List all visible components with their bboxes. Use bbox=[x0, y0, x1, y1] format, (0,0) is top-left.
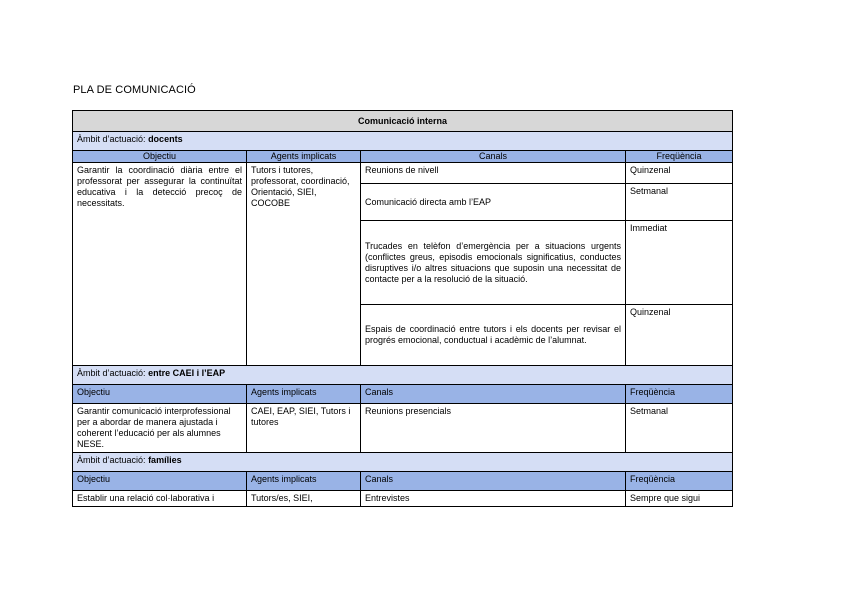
section-name: entre CAEI i l’EAP bbox=[148, 368, 226, 378]
canal-cell: Trucades en telèfon d’emergència per a situacions urgents (conflictes greus, episodis emocionals significatius, conductes disruptives i/o altres situacions que suposin una necessitat de contacte per a la resolució de la situació. bbox=[361, 221, 626, 305]
canal-cell: Reunions presencials bbox=[361, 404, 626, 453]
section-name: famílies bbox=[148, 455, 182, 465]
section-name: docents bbox=[148, 134, 183, 144]
section-title-caei-eap bbox=[73, 366, 733, 385]
col-header-canals: Canals bbox=[361, 472, 626, 491]
section-prefix: Àmbit d’actuació: bbox=[77, 455, 146, 465]
agents-cell: CAEI, EAP, SIEI, Tutors i tutores bbox=[247, 404, 361, 453]
col-header-agents: Agents implicats bbox=[247, 151, 361, 163]
table-header-row bbox=[73, 111, 733, 132]
col-header-frequencia: Freqüència bbox=[626, 151, 733, 163]
table-header: Comunicació interna bbox=[73, 111, 733, 132]
objective-cell: Establir una relació col·laborativa i bbox=[73, 491, 247, 507]
column-header-row bbox=[73, 385, 733, 404]
objective-cell: Garantir la coordinació diària entre el professorat per assegurar la continuïtat educativa i la detecció precoç de necessitats. bbox=[73, 163, 247, 366]
col-header-objectiu: Objectiu bbox=[73, 151, 247, 163]
col-header-frequencia: Freqüència bbox=[626, 385, 733, 404]
section-prefix: Àmbit d’actuació: bbox=[77, 368, 146, 378]
column-header-row bbox=[73, 472, 733, 491]
canal-cell: Entrevistes bbox=[361, 491, 626, 507]
col-header-objectiu: Objectiu bbox=[73, 472, 247, 491]
col-header-objectiu: Objectiu bbox=[73, 385, 247, 404]
frequency-cell: Sempre que sigui bbox=[626, 491, 733, 507]
frequency-cell: Setmanal bbox=[626, 184, 733, 221]
table-row bbox=[73, 163, 733, 184]
section-row-caei-eap bbox=[73, 366, 733, 385]
col-header-agents: Agents implicats bbox=[247, 385, 361, 404]
agents-cell: Tutors/es, SIEI, bbox=[247, 491, 361, 507]
table-row bbox=[73, 491, 733, 507]
frequency-cell: Quinzenal bbox=[626, 305, 733, 366]
col-header-canals: Canals bbox=[361, 385, 626, 404]
section-title-families bbox=[73, 453, 733, 472]
canal-cell: Comunicació directa amb l’EAP bbox=[361, 184, 626, 221]
frequency-cell: Quinzenal bbox=[626, 163, 733, 184]
col-header-agents: Agents implicats bbox=[247, 472, 361, 491]
agents-cell: Tutors i tutores, professorat, coordinació, Orientació, SIEI, COCOBE bbox=[247, 163, 361, 366]
column-header-row bbox=[73, 151, 733, 163]
canal-cell: Espais de coordinació entre tutors i els docents per revisar el progrés emocional, conductual i acadèmic de l’alumnat. bbox=[361, 305, 626, 366]
objective-cell: Garantir comunicació interprofessional per a abordar de manera ajustada i coherent l’educació per als alumnes NESE. bbox=[73, 404, 247, 453]
col-header-frequencia: Freqüència bbox=[626, 472, 733, 491]
section-prefix: Àmbit d’actuació: bbox=[77, 134, 146, 144]
section-row-docents bbox=[73, 132, 733, 151]
page-title: PLA DE COMUNICACIÓ bbox=[73, 84, 196, 96]
canal-cell: Reunions de nivell bbox=[361, 163, 626, 184]
communication-plan-table bbox=[72, 110, 733, 507]
table-row bbox=[73, 404, 733, 453]
col-header-canals: Canals bbox=[361, 151, 626, 163]
frequency-cell: Setmanal bbox=[626, 404, 733, 453]
frequency-cell: Immediat bbox=[626, 221, 733, 305]
section-row-families bbox=[73, 453, 733, 472]
section-title-docents bbox=[73, 132, 733, 151]
